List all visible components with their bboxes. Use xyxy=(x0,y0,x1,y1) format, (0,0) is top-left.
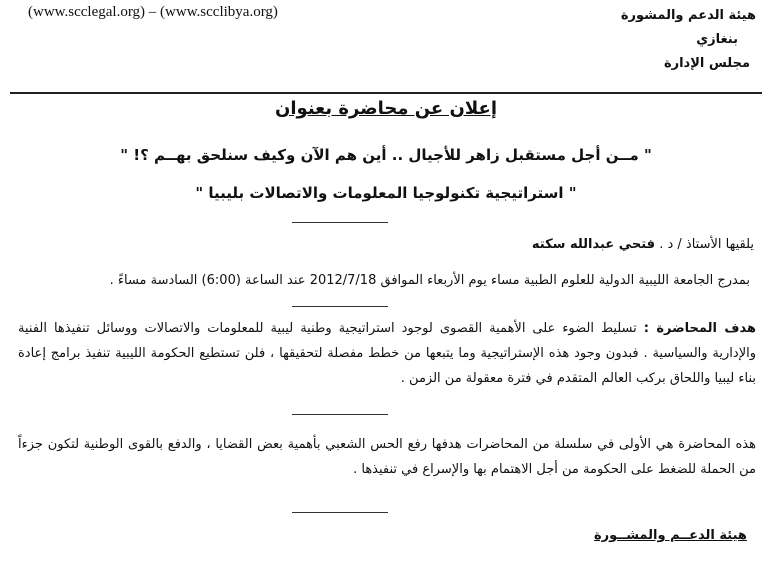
organization-block xyxy=(621,4,756,76)
header-divider xyxy=(10,92,762,94)
separator xyxy=(292,222,388,223)
separator xyxy=(292,306,388,307)
venue-text: بمدرج الجامعة الليبية الدولية للعلوم الطبية مساء يوم الأربعاء الموافق 2012/7/18 عند الساعة (6:00) السادسة مساءً . xyxy=(109,273,750,288)
announcement-title xyxy=(0,98,772,119)
lecturer-prefix: يلقيها الأستاذ / د . xyxy=(659,237,754,252)
announcement-title-text: إعلان عن محاضرة بعنوان xyxy=(275,98,497,119)
lecturer-name: فتحي عبدالله سكته xyxy=(531,237,656,252)
board-name: مجلس الإدارة xyxy=(663,56,750,71)
websites: (www.scclegal.org) – (www.scclibya.org) xyxy=(28,4,278,20)
separator xyxy=(292,414,388,415)
lecture-title-1: " مــن أجل مستقبل زاهر للأجيال .. أين هم الآن وكيف سنلحق بهــم ؟! " xyxy=(120,146,652,164)
city-name: بنغازي xyxy=(696,32,738,47)
lecturer-line xyxy=(30,232,754,257)
separator xyxy=(292,512,388,513)
series-note: هذه المحاضرة هي الأولى في سلسلة من المحاضرات هدفها رفع الحس الشعبي بأهمية بعض القضايا ، والدفع بالقوى الوطنية لتكون جزءاً من الحملة للضغط على الحكومة من أجل الاهتمام بها والإسراع في تنفيذها . xyxy=(18,437,756,477)
objective-text: تسليط الضوء على الأهمية القصوى لوجود استراتيجية وطنية ليبية للمعلومات والاتصالات ووسائل تنفيذها الفنية والإدارية والسياسية . فبدون وجود هذه الإستراتيجية وما يتبعها من خطط مفصلة لتحقيقها ، فلن تستطيع الحكومة الليبية تنفيذ برامج إعادة بناء ليبيا واللحاق بركب العالم المتقدم في فترة معقولة من الزمن . xyxy=(18,321,756,386)
objective-paragraph xyxy=(18,316,756,391)
lecture-title-2: " استراتيجية تكنولوجيا المعلومات والاتصالات بليبيا " xyxy=(195,184,577,202)
objective-label: هدف المحاضرة : xyxy=(643,321,756,336)
signature: هيئة الدعــم والمشــورة xyxy=(594,528,747,543)
organization-name: هيئة الدعم والمشورة xyxy=(620,8,756,23)
